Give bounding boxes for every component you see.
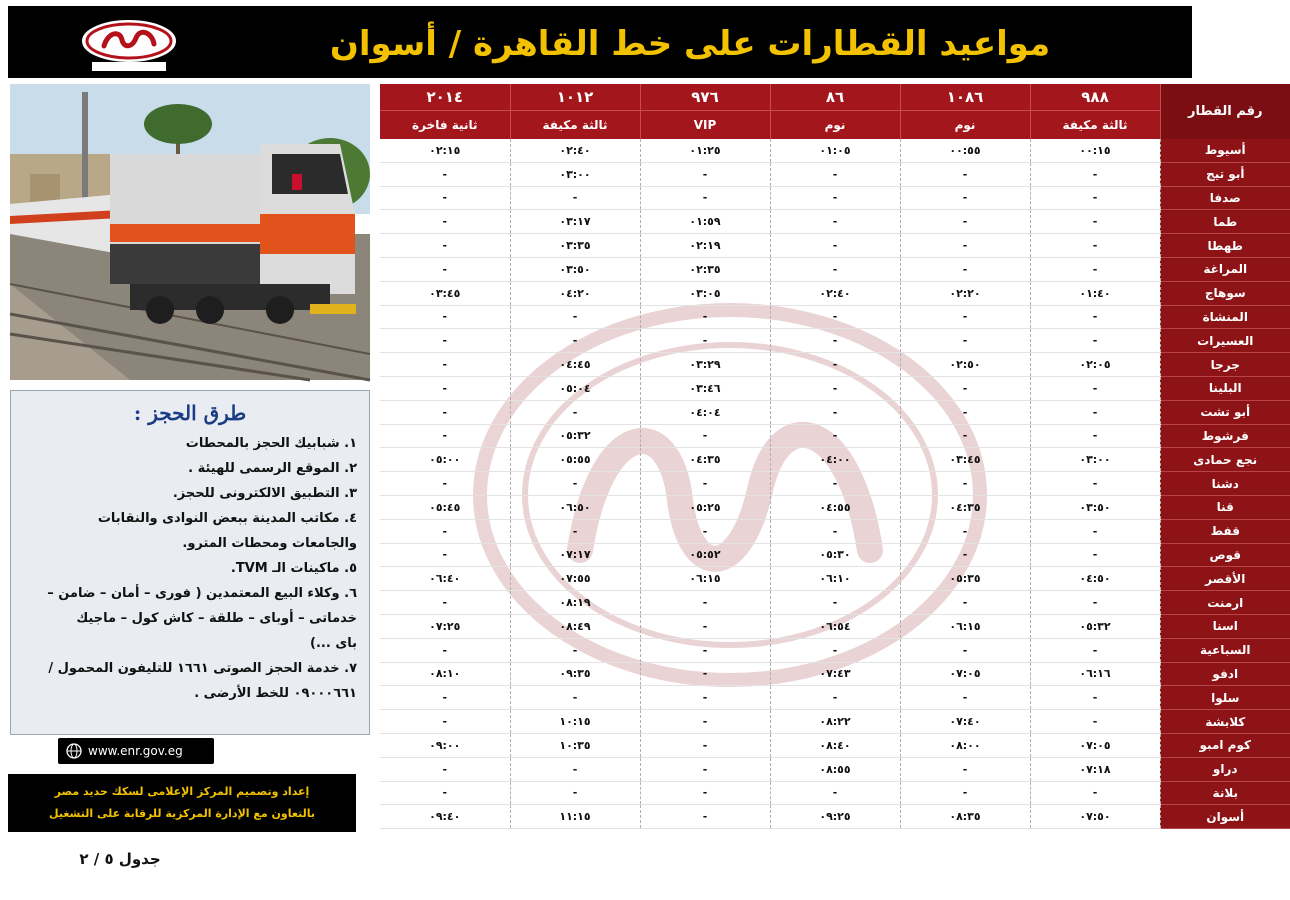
departure-time: ١١:١٥	[510, 805, 640, 829]
train-photo	[10, 84, 370, 380]
train-class: نوم	[770, 111, 900, 140]
departure-time: -	[380, 305, 510, 329]
departure-time: ٠٢:١٩	[640, 234, 770, 258]
schedule-row	[380, 257, 1290, 281]
departure-time: -	[1030, 400, 1160, 424]
departure-time: ٠٣:٥٠	[510, 257, 640, 281]
departure-time: ٠٥:٣٢	[510, 424, 640, 448]
departure-time: -	[900, 472, 1030, 496]
departure-time: -	[380, 543, 510, 567]
credit-box	[8, 774, 356, 832]
departure-time: -	[900, 305, 1030, 329]
departure-time: ٠٤:٠٤	[640, 400, 770, 424]
departure-time: ٠٥:٣٠	[770, 543, 900, 567]
departure-time: -	[900, 638, 1030, 662]
credit-line: بالتعاون مع الإدارة المركزية للرقابة على التشغيل	[49, 807, 315, 820]
departure-time: -	[770, 234, 900, 258]
departure-time: -	[770, 162, 900, 186]
booking-item: ٧. خدمة الحجز الصوتى ١٦٦١ للتليفون المحمول /	[48, 661, 357, 676]
station-name: سلوا	[1160, 686, 1290, 710]
station-name: البلينا	[1160, 376, 1290, 400]
departure-time: -	[380, 400, 510, 424]
website-link[interactable]	[58, 738, 214, 764]
departure-time: ٠٢:٥٠	[900, 353, 1030, 377]
departure-time: -	[640, 519, 770, 543]
train-number: ٨٦	[770, 84, 900, 111]
departure-time: ٠٣:٤٦	[640, 376, 770, 400]
departure-time: ٠٤:٠٠	[770, 448, 900, 472]
station-name: قنا	[1160, 495, 1290, 519]
departure-time: -	[770, 329, 900, 353]
departure-time: -	[380, 329, 510, 353]
departure-time: -	[770, 186, 900, 210]
schedule-row	[380, 662, 1290, 686]
departure-time: ٠٨:٣٥	[900, 805, 1030, 829]
station-name: أبو تيج	[1160, 162, 1290, 186]
departure-time: -	[770, 591, 900, 615]
departure-time: ٠٣:٠٠	[1030, 448, 1160, 472]
departure-time: -	[770, 210, 900, 234]
departure-time: ٠٨:٠٠	[900, 733, 1030, 757]
departure-time: -	[510, 472, 640, 496]
booking-item: ٢. الموقع الرسمى للهيئة .	[188, 461, 357, 476]
departure-time: ٠١:٤٠	[1030, 281, 1160, 305]
departure-time: ٠٨:٥٥	[770, 757, 900, 781]
departure-time: -	[1030, 781, 1160, 805]
departure-time: -	[640, 186, 770, 210]
departure-time: -	[900, 329, 1030, 353]
schedule-row	[380, 781, 1290, 805]
departure-time: ٠٨:٢٢	[770, 710, 900, 734]
departure-time: -	[380, 472, 510, 496]
departure-time: ٠٣:٤٥	[900, 448, 1030, 472]
schedule-row	[380, 139, 1290, 162]
departure-time: -	[640, 305, 770, 329]
departure-time: -	[510, 757, 640, 781]
departure-time: ٠١:٢٥	[640, 139, 770, 162]
departure-time: ٠١:٠٥	[770, 139, 900, 162]
departure-time: -	[380, 424, 510, 448]
train-class: ثانية فاخرة	[380, 111, 510, 140]
train-number: ٩٨٨	[1030, 84, 1160, 111]
departure-time: -	[900, 591, 1030, 615]
departure-time: -	[640, 424, 770, 448]
station-name: العسيرات	[1160, 329, 1290, 353]
train-class: ثالثة مكيفة	[1030, 111, 1160, 140]
departure-time: -	[770, 400, 900, 424]
departure-time: -	[770, 686, 900, 710]
departure-time: -	[510, 400, 640, 424]
schedule-row	[380, 543, 1290, 567]
departure-time: -	[510, 329, 640, 353]
departure-time: ٠٠:٥٥	[900, 139, 1030, 162]
departure-time: -	[380, 781, 510, 805]
station-name: قوص	[1160, 543, 1290, 567]
departure-time: -	[1030, 376, 1160, 400]
departure-time: -	[380, 591, 510, 615]
departure-time: ٠٣:٢٩	[640, 353, 770, 377]
departure-time: ٠٣:٠٠	[510, 162, 640, 186]
departure-time: ٠٧:١٨	[1030, 757, 1160, 781]
schedule-row	[380, 400, 1290, 424]
departure-time: ٠٧:٥٥	[510, 567, 640, 591]
station-name: جرجا	[1160, 353, 1290, 377]
departure-time: -	[380, 519, 510, 543]
departure-time: ٠٩:٢٥	[770, 805, 900, 829]
departure-time: -	[900, 257, 1030, 281]
departure-time: ٠٦:١٥	[640, 567, 770, 591]
departure-time: ٠٧:٤٠	[900, 710, 1030, 734]
schedule-row	[380, 186, 1290, 210]
departure-time: -	[900, 376, 1030, 400]
credit-line: إعداد وتصميم المركز الإعلامى لسكك حديد مصر	[54, 785, 310, 798]
egyptian-railways-logo	[70, 14, 188, 74]
departure-time: -	[640, 805, 770, 829]
page-title: مواعيد القطارات على خط القاهرة / أسوان	[329, 24, 1051, 64]
train-class: نوم	[900, 111, 1030, 140]
departure-time: -	[1030, 543, 1160, 567]
departure-time: ٠٣:٤٥	[380, 281, 510, 305]
departure-time: ٠٩:٣٥	[510, 662, 640, 686]
departure-time: -	[770, 305, 900, 329]
departure-time: -	[1030, 257, 1160, 281]
departure-time: -	[380, 638, 510, 662]
schedule-row	[380, 234, 1290, 258]
schedule-row	[380, 162, 1290, 186]
departure-time: -	[900, 519, 1030, 543]
departure-time: ٠٠:١٥	[1030, 139, 1160, 162]
station-name: صدفا	[1160, 186, 1290, 210]
schedule-row	[380, 733, 1290, 757]
departure-time: ٠٥:٠٤	[510, 376, 640, 400]
train-number: ١٠١٢	[510, 84, 640, 111]
station-name: ادفو	[1160, 662, 1290, 686]
departure-time: -	[770, 376, 900, 400]
departure-time: ٠٨:٤٠	[770, 733, 900, 757]
departure-time: -	[770, 257, 900, 281]
departure-time: ٠٦:١٥	[900, 614, 1030, 638]
departure-time: ٠٦:١٠	[770, 567, 900, 591]
station-name: طهطا	[1160, 234, 1290, 258]
booking-title: طرق الحجز :	[133, 401, 247, 425]
departure-time: -	[1030, 686, 1160, 710]
schedule-row	[380, 495, 1290, 519]
station-name: نجع حمادى	[1160, 448, 1290, 472]
departure-time: ٠٢:١٥	[380, 139, 510, 162]
station-name: أبو تشت	[1160, 400, 1290, 424]
train-number: ٢٠١٤	[380, 84, 510, 111]
departure-time: ٠٤:٣٥	[900, 495, 1030, 519]
station-name: المراغة	[1160, 257, 1290, 281]
departure-time: ٠٧:٠٥	[900, 662, 1030, 686]
schedule-row	[380, 329, 1290, 353]
website-url[interactable]: www.enr.gov.eg	[88, 744, 183, 758]
schedule-table	[380, 84, 1263, 892]
departure-time: -	[1030, 162, 1160, 186]
departure-time: ٠٥:٣٢	[1030, 614, 1160, 638]
departure-time: -	[770, 424, 900, 448]
departure-time: -	[1030, 186, 1160, 210]
departure-time: -	[900, 162, 1030, 186]
departure-time: -	[1030, 210, 1160, 234]
booking-item: والجامعات ومحطات المترو.	[182, 536, 357, 551]
departure-time: ٠٧:٤٣	[770, 662, 900, 686]
station-name: المنشاة	[1160, 305, 1290, 329]
departure-time: ٠٨:٤٩	[510, 614, 640, 638]
schedule-row	[380, 353, 1290, 377]
station-name: ارمنت	[1160, 591, 1290, 615]
departure-time: -	[640, 329, 770, 353]
schedule-row	[380, 686, 1290, 710]
booking-item: ١. شبابيك الحجز بالمحطات	[185, 436, 357, 451]
departure-time: ٠٢:٤٠	[770, 281, 900, 305]
booking-item: ٦. وكلاء البيع المعتمدين ( فورى – أمان – ضامن –	[47, 586, 357, 601]
schedule-row	[380, 210, 1290, 234]
departure-time: -	[380, 757, 510, 781]
train-number-header: رقم القطار	[1160, 84, 1290, 139]
departure-time: -	[510, 686, 640, 710]
station-name: أسيوط	[1160, 139, 1290, 162]
departure-time: -	[640, 733, 770, 757]
departure-time: ٠٩:٤٠	[380, 805, 510, 829]
departure-time: -	[1030, 234, 1160, 258]
departure-time: ٠٧:٢٥	[380, 614, 510, 638]
booking-item: ٥. ماكينات الـ TVM.	[230, 561, 357, 576]
departure-time: -	[900, 400, 1030, 424]
schedule-row	[380, 472, 1290, 496]
station-name: اسنا	[1160, 614, 1290, 638]
departure-time: -	[770, 781, 900, 805]
departure-time: ٠١:٥٩	[640, 210, 770, 234]
station-name: السباعية	[1160, 638, 1290, 662]
departure-time: -	[380, 210, 510, 234]
departure-time: ٠٥:٥٥	[510, 448, 640, 472]
departure-time: ٠٥:٣٥	[900, 567, 1030, 591]
departure-time: -	[510, 186, 640, 210]
departure-time: -	[510, 638, 640, 662]
departure-time: -	[380, 234, 510, 258]
booking-item: خدماتى – أوباى – طلقة – كاش كول – ماجيك	[76, 611, 357, 626]
departure-time: ٠٢:٠٥	[1030, 353, 1160, 377]
schedule-row	[380, 591, 1290, 615]
station-name: أسوان	[1160, 805, 1290, 829]
departure-time: -	[640, 686, 770, 710]
schedule-row	[380, 757, 1290, 781]
header-banner	[8, 6, 1192, 78]
departure-time: -	[1030, 519, 1160, 543]
schedule-row	[380, 448, 1290, 472]
departure-time: ١٠:١٥	[510, 710, 640, 734]
departure-time: -	[770, 353, 900, 377]
departure-time: ٠٧:٥٠	[1030, 805, 1160, 829]
departure-time: -	[900, 186, 1030, 210]
departure-time: -	[1030, 305, 1160, 329]
departure-time: ٠٤:٢٠	[510, 281, 640, 305]
globe-icon	[66, 743, 82, 759]
departure-time: -	[380, 710, 510, 734]
departure-time: -	[900, 234, 1030, 258]
station-name: كلابشة	[1160, 710, 1290, 734]
booking-item: باى ...)	[310, 636, 357, 651]
schedule-row	[380, 376, 1290, 400]
schedule-row	[380, 710, 1290, 734]
departure-time: ٠٤:٤٥	[510, 353, 640, 377]
station-name: طما	[1160, 210, 1290, 234]
schedule-row	[380, 805, 1290, 829]
departure-time: -	[1030, 638, 1160, 662]
departure-time: -	[640, 662, 770, 686]
departure-time: -	[380, 353, 510, 377]
departure-time: -	[770, 472, 900, 496]
departure-time: ٠٦:٥٤	[770, 614, 900, 638]
departure-time: -	[1030, 329, 1160, 353]
departure-time: ٠٥:٥٢	[640, 543, 770, 567]
station-name: فرشوط	[1160, 424, 1290, 448]
departure-time: -	[640, 162, 770, 186]
departure-time: -	[900, 686, 1030, 710]
booking-item: ٣. التطبيق الالكترونى للحجز.	[172, 486, 357, 501]
schedule-row	[380, 614, 1290, 638]
departure-time: -	[640, 472, 770, 496]
departure-time: -	[1030, 472, 1160, 496]
departure-time: -	[900, 757, 1030, 781]
departure-time: -	[640, 710, 770, 734]
departure-time: ٠٢:٢٠	[900, 281, 1030, 305]
departure-time: -	[900, 543, 1030, 567]
train-number: ١٠٨٦	[900, 84, 1030, 111]
departure-time: -	[640, 781, 770, 805]
departure-time: ٠٥:٠٠	[380, 448, 510, 472]
departure-time: ٠٣:٠٥	[640, 281, 770, 305]
departure-time: -	[510, 519, 640, 543]
departure-time: ٠٣:١٧	[510, 210, 640, 234]
departure-time: ٠٧:٠٥	[1030, 733, 1160, 757]
departure-time: ١٠:٣٥	[510, 733, 640, 757]
departure-time: -	[510, 781, 640, 805]
train-class: VIP	[640, 111, 770, 140]
station-name: بلانة	[1160, 781, 1290, 805]
departure-time: ٠٧:١٧	[510, 543, 640, 567]
table-number-label: جدول ٥ / ٢	[79, 850, 161, 868]
departure-time: ٠٢:٣٥	[640, 257, 770, 281]
departure-time: -	[900, 424, 1030, 448]
schedule-row	[380, 305, 1290, 329]
departure-time: -	[510, 305, 640, 329]
departure-time: ٠٨:١٩	[510, 591, 640, 615]
booking-item: ٤. مكاتب المدينة ببعض النوادى والنقابات	[97, 511, 357, 526]
departure-time: ٠٨:١٠	[380, 662, 510, 686]
train-number: ٩٧٦	[640, 84, 770, 111]
station-name: سوهاج	[1160, 281, 1290, 305]
schedule-row	[380, 424, 1290, 448]
departure-time: -	[380, 686, 510, 710]
station-name: الأقصر	[1160, 567, 1290, 591]
departure-time: -	[900, 781, 1030, 805]
schedule-row	[380, 519, 1290, 543]
train-class: ثالثة مكيفة	[510, 111, 640, 140]
departure-time: -	[380, 257, 510, 281]
departure-time: -	[380, 162, 510, 186]
departure-time: -	[1030, 424, 1160, 448]
station-name: كوم امبو	[1160, 733, 1290, 757]
departure-time: ٠٥:٤٥	[380, 495, 510, 519]
departure-time: ٠٢:٤٠	[510, 139, 640, 162]
departure-time: -	[770, 638, 900, 662]
departure-time: -	[1030, 710, 1160, 734]
station-name: دراو	[1160, 757, 1290, 781]
departure-time: ٠٤:٥٥	[770, 495, 900, 519]
schedule-row	[380, 638, 1290, 662]
departure-time: -	[640, 614, 770, 638]
departure-time: ٠٣:٥٠	[1030, 495, 1160, 519]
departure-time: -	[380, 186, 510, 210]
booking-item: ٠٩٠٠٠٦٦١ للخط الأرضى .	[194, 686, 357, 701]
station-name: دشنا	[1160, 472, 1290, 496]
booking-methods-panel	[10, 390, 370, 735]
departure-time: ٠٤:٣٥	[640, 448, 770, 472]
departure-time: ٠٦:١٦	[1030, 662, 1160, 686]
schedule-row	[380, 567, 1290, 591]
departure-time: -	[380, 376, 510, 400]
departure-time: ٠٩:٠٠	[380, 733, 510, 757]
departure-time: -	[1030, 591, 1160, 615]
departure-time: -	[640, 591, 770, 615]
schedule-row	[380, 281, 1290, 305]
departure-time: ٠٦:٤٠	[380, 567, 510, 591]
departure-time: -	[900, 210, 1030, 234]
departure-time: ٠٣:٣٥	[510, 234, 640, 258]
departure-time: ٠٤:٥٠	[1030, 567, 1160, 591]
departure-time: ٠٦:٥٠	[510, 495, 640, 519]
departure-time: -	[640, 757, 770, 781]
departure-time: -	[640, 638, 770, 662]
departure-time: -	[770, 519, 900, 543]
departure-time: ٠٥:٢٥	[640, 495, 770, 519]
station-name: قفط	[1160, 519, 1290, 543]
